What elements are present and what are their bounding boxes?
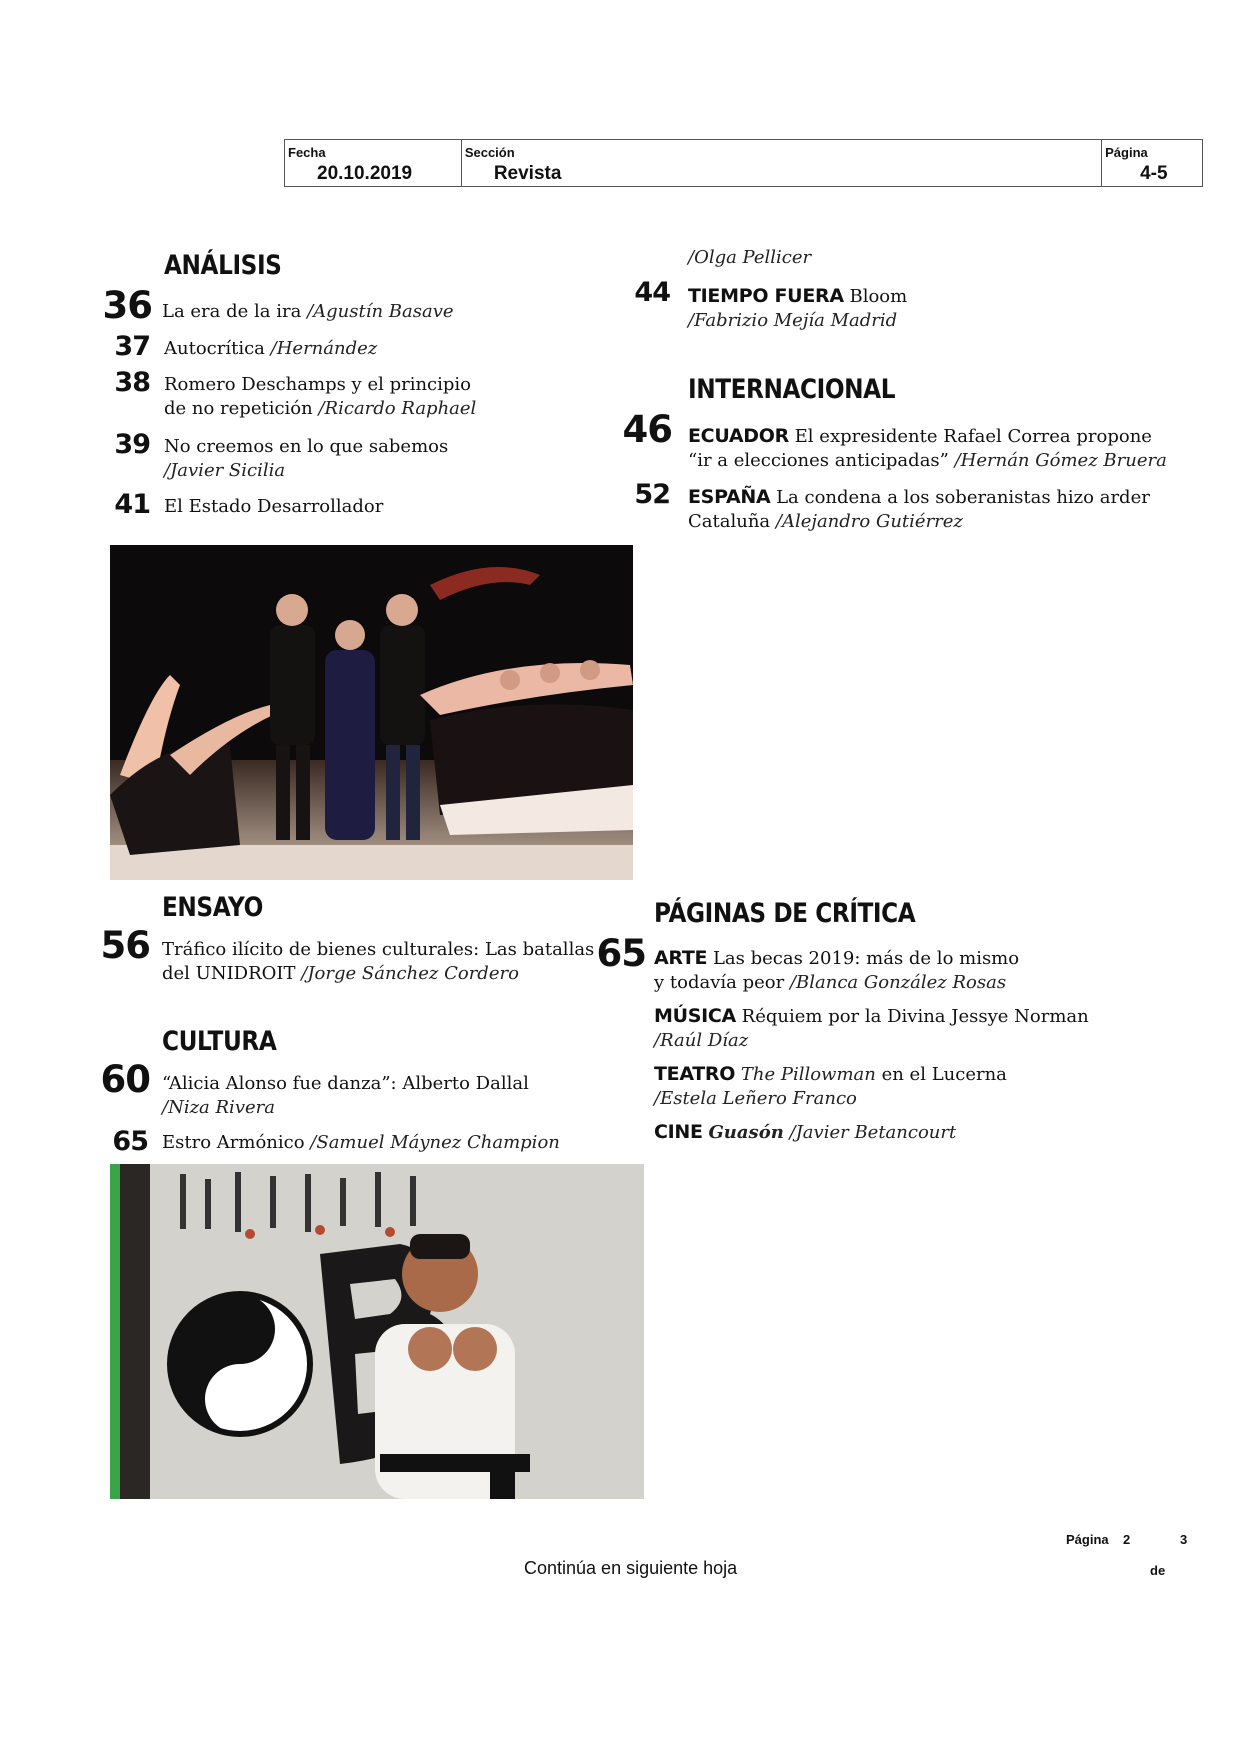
page-number: 56 [100,924,150,967]
entry-title: La era de la ira [162,301,302,322]
entry-title-cont: Cataluña [688,511,771,532]
page-number: 65 [596,932,646,975]
entry-title-italic: The Pillowman [740,1064,876,1085]
section-title-analisis: ANÁLISIS [164,250,282,281]
toc-entry[interactable] [162,938,594,986]
entry-title: Bloom [849,286,908,307]
entry-keyword: CINE [654,1121,703,1143]
entry-title-cont: y todavía peor [654,972,785,993]
entry-author: /Samuel Máynez Champion [310,1132,560,1153]
pagina-cell [1102,140,1202,186]
seccion-label: Sección [464,145,515,160]
entry-author: /Hernán Gómez Bruera [954,450,1167,471]
entry-title: El expresidente Rafael Correa propone [794,426,1152,447]
page-number: 39 [114,429,150,460]
entry-author: /Jorge Sánchez Cordero [301,963,519,984]
entry-title-cont: “ir a elecciones anticipadas” [688,450,949,471]
section-title-cultura: CULTURA [162,1026,277,1057]
toc-entry[interactable] [688,485,1150,534]
entry-author: /Javier Betancourt [789,1122,957,1143]
entry-author: /Javier Sicilia [164,460,286,481]
karate-photo-drawing [110,1164,644,1499]
entry-keyword: ARTE [654,947,708,969]
entry-title-cont: del UNIDROIT [162,963,296,984]
document-header [284,139,1203,187]
entry-title: El Estado Desarrollador [164,496,384,517]
footer-page-label: Página [1066,1532,1109,1547]
seccion-value: Revista [493,163,562,184]
karate-photo [110,1164,644,1499]
page-number: 38 [114,367,150,398]
pagina-value: 4-5 [1140,163,1168,184]
entry-title: Réquiem por la Divina Jessye Norman [741,1006,1089,1027]
section-title-internacional: INTERNACIONAL [688,374,896,405]
page-number: 44 [634,277,670,308]
entry-author: /Ricardo Raphael [318,398,477,419]
entry-author: /Fabrizio Mejía Madrid [688,310,898,331]
toc-entry-continued [688,246,811,270]
entry-title: Tráfico ilícito de bienes culturales: Las batallas [162,939,595,960]
dance-photo-drawing [110,545,633,880]
toc-entry[interactable] [654,946,1019,995]
footer-total-pages: 3 [1180,1532,1188,1547]
page-number: 46 [622,408,672,451]
page-number: 60 [100,1058,150,1101]
entry-author: /Hernández [270,338,378,359]
toc-entry[interactable] [654,1120,956,1145]
toc-entry[interactable] [164,337,377,361]
page-number: 37 [114,331,150,362]
page-number: 41 [114,489,150,520]
entry-keyword: TEATRO [654,1063,736,1085]
page-number: 65 [112,1126,148,1157]
entry-title: Estro Armónico [162,1132,305,1153]
fecha-value: 20.10.2019 [317,163,413,184]
toc-entry[interactable] [164,495,383,519]
toc-entry[interactable] [164,373,476,421]
fecha-cell [285,140,462,186]
section-title-critica: PÁGINAS DE CRÍTICA [654,898,916,929]
entry-title: Las becas 2019: más de lo mismo [712,948,1020,969]
entry-keyword: TIEMPO FUERA [688,285,844,307]
entry-title: La condena a los soberanistas hizo arder [776,487,1150,508]
entry-author: /Blanca González Rosas [789,972,1007,993]
entry-keyword: MÚSICA [654,1005,736,1027]
entry-title: Autocrítica [164,338,265,359]
entry-author: /Olga Pellicer [688,247,812,268]
entry-title: “Alicia Alonso fue danza”: Alberto Dallal [162,1073,529,1094]
toc-entry[interactable] [654,1062,1007,1111]
entry-author: /Agustín Basave [307,301,454,322]
dance-ensemble-photo [110,545,633,880]
toc-entry[interactable] [688,424,1167,473]
toc-entry[interactable] [654,1004,1089,1053]
entry-author: /Niza Rivera [162,1097,275,1118]
toc-entry[interactable] [162,1072,529,1120]
toc-entry[interactable] [164,435,448,483]
entry-title: No creemos en lo que sabemos [164,436,449,457]
toc-entry[interactable] [162,300,454,324]
entry-title: Romero Deschamps y el principio [164,374,472,395]
entry-author: /Raúl Díaz [654,1030,749,1051]
entry-keyword: ECUADOR [688,425,789,447]
fecha-label: Fecha [288,145,326,160]
footer-page-number: 2 [1123,1532,1131,1547]
entry-author: /Alejandro Gutiérrez [775,511,963,532]
entry-author: /Estela Leñero Franco [654,1088,857,1109]
toc-entry[interactable] [688,284,907,333]
entry-title: en el Lucerna [881,1064,1007,1085]
seccion-cell [462,140,1102,186]
footer-continua: Continúa en siguiente hoja [524,1558,738,1578]
pagina-label: Página [1105,145,1148,160]
entry-title-italic: Guasón [708,1122,784,1143]
page-number: 36 [102,284,152,327]
section-title-ensayo: ENSAYO [162,892,263,923]
entry-title-cont: de no repetición [164,398,313,419]
toc-entry[interactable] [162,1131,560,1155]
page-number: 52 [634,479,670,510]
footer-de: de [1150,1563,1166,1578]
entry-keyword: ESPAÑA [688,486,771,508]
